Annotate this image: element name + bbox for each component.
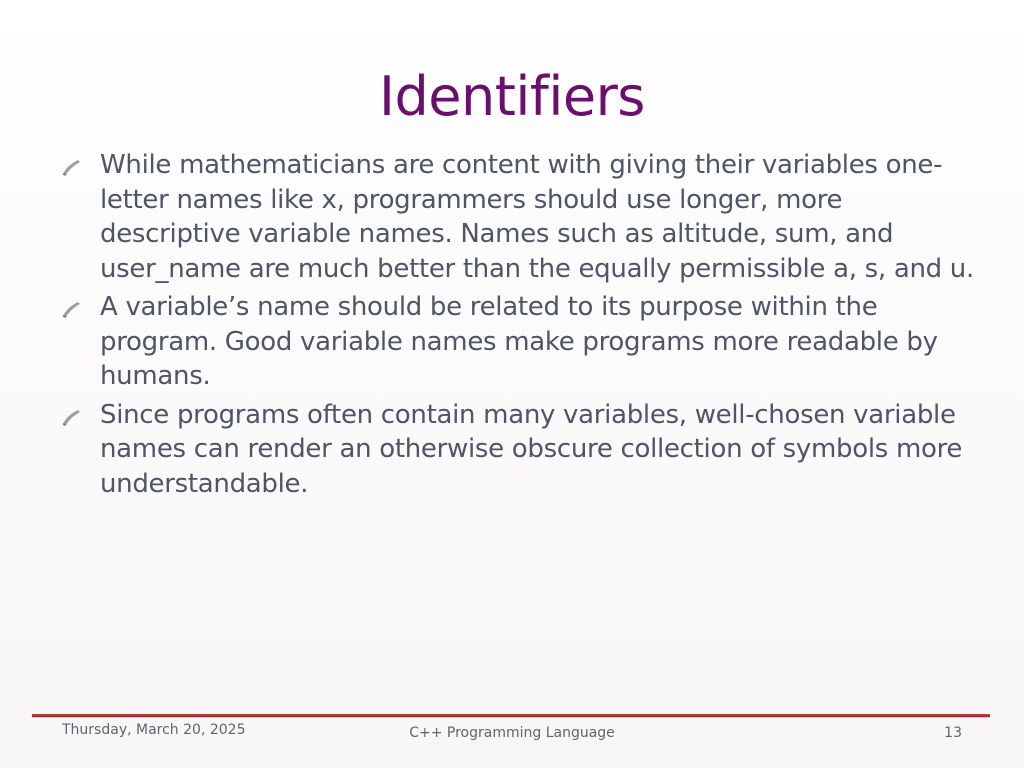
- bullet-item: [60, 398, 980, 502]
- bullet-text: While mathematicians are content with giving their variables one-letter names like x, programmers should use longer, more descriptive variable names. Names such as altitude, sum, and user_name are much better than the equally permissible a, s, and u.: [100, 150, 974, 284]
- bullet-pen-icon: [60, 158, 82, 176]
- slide-title: Identifiers: [379, 65, 645, 128]
- footer-date: Thursday, March 20, 2025: [62, 722, 246, 738]
- bullet-text: A variable’s name should be related to its purpose within the program. Good variable names make programs more readable by humans.: [100, 292, 938, 391]
- bullet-pen-icon: [60, 300, 82, 318]
- bullet-item: [60, 290, 980, 394]
- bullet-list: [60, 148, 980, 505]
- footer-divider: [32, 714, 990, 717]
- page-number: 13: [944, 725, 962, 741]
- footer-title: C++ Programming Language: [409, 725, 615, 741]
- bullet-pen-icon: [60, 408, 82, 426]
- bullet-item: [60, 148, 980, 286]
- bullet-text: Since programs often contain many variables, well-chosen variable names can render an otherwise obscure collection of symbols more understandable.: [100, 399, 963, 499]
